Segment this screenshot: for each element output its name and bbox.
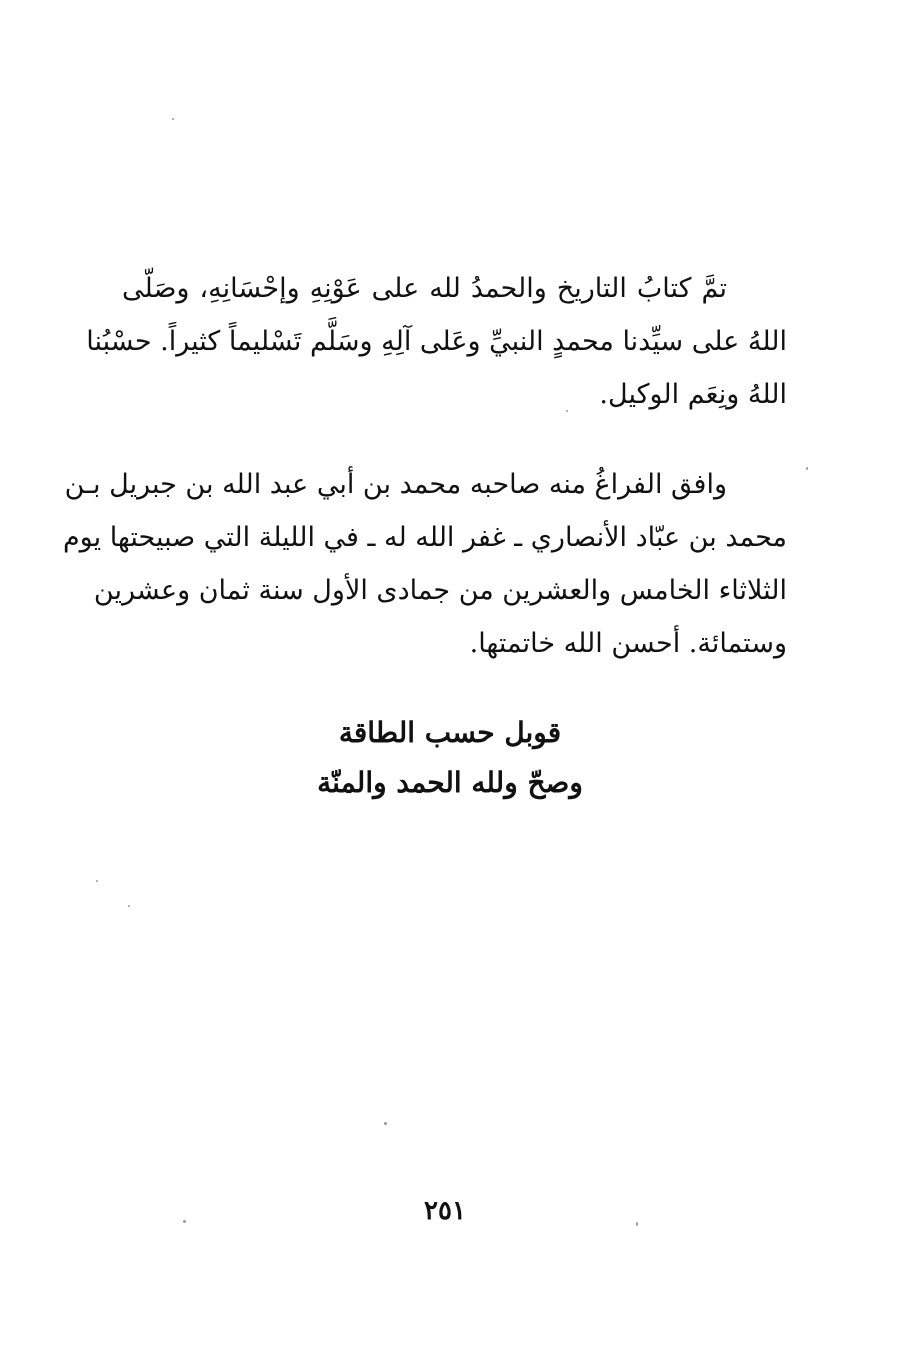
completion-note-line-3: الثلاثاء الخامس والعشرين من جمادى الأول سنة ثمان وعشرين [93, 575, 787, 606]
scan-speck [96, 880, 98, 882]
completion-note-line-4: وستمائة. أحسن الله خاتمتها. [469, 628, 787, 659]
completion-note-line-1: وافق الفراغُ منه صاحبه محمد بن أبي عبد الله بن جبريل بـن [64, 469, 727, 500]
colophon-line-1: تمَّ كتابُ التاريخ والحمدُ لله على عَوْنِهِ وإحْسَانِهِ، وصَلّى [122, 273, 727, 304]
collation-note-line-2: وصحّ ولله الحمد والمنّة [317, 766, 583, 799]
scan-speck [172, 118, 174, 120]
completion-note-line-2: محمد بن عبّاد الأنصاري ـ غفر الله له ـ في الليلة التي صبيحتها يوم [62, 522, 787, 553]
colophon-paragraph [86, 262, 787, 421]
collation-note-line-1: قوبل حسب الطاقة [338, 716, 562, 749]
page-number: ٢٥١ [424, 1196, 466, 1226]
scan-speck [128, 905, 130, 907]
scan-speck [183, 1220, 186, 1223]
scan-speck [806, 467, 808, 470]
scan-speck [636, 1222, 638, 1226]
colophon-line-3: اللهُ ونِعَم الوكيل. [599, 379, 787, 410]
colophon-line-2: اللهُ على سيِّدنا محمدٍ النبيِّ وعَلى آلِهِ وسَلَّم تَسْليماً كثيراً. حسْبُنا [86, 326, 787, 357]
collation-note [300, 708, 600, 808]
scan-speck [384, 1122, 387, 1125]
scan-speck [566, 410, 568, 412]
completion-note-paragraph [62, 458, 787, 670]
